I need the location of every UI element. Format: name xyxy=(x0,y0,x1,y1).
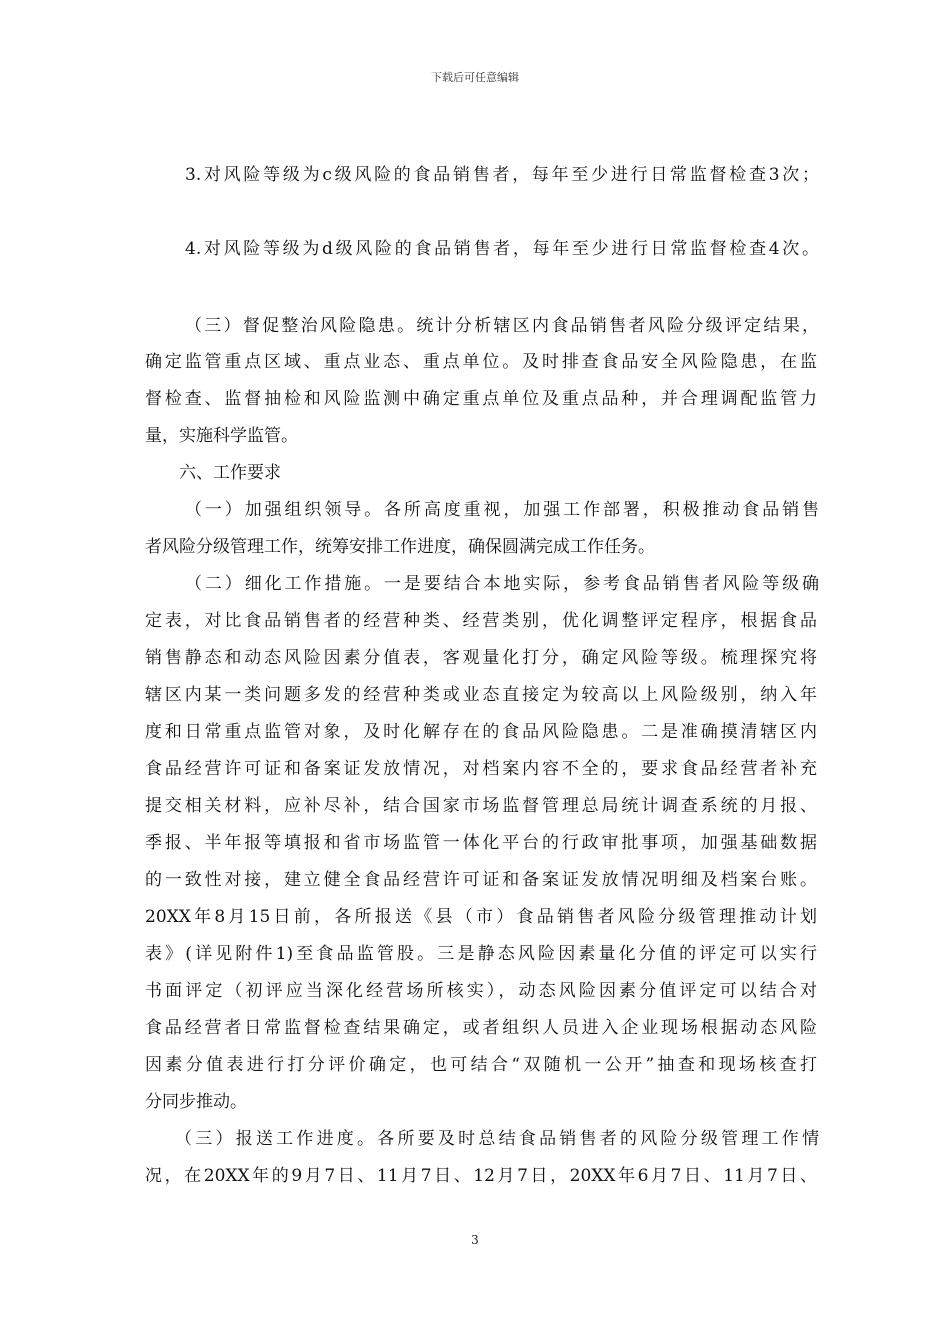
paragraph-line: 20XX年8月15日前，各所报送《县（市）食品销售者风险分级管理推动计划 xyxy=(145,907,817,927)
paragraph-line: 量，实施科学监管。 xyxy=(145,426,298,446)
section-heading: 六、工作要求 xyxy=(179,463,281,483)
paragraph-line: 食品经营许可证和备案证发放情况，对档案内容不全的，要求食品经营者补充 xyxy=(145,759,817,779)
page-number: 3 xyxy=(471,1233,479,1247)
paragraph-line: （三）督促整治风险隐患。统计分析辖区内食品销售者风险分级评定结果， xyxy=(185,316,819,336)
paragraph-line: 书面评定（初评应当深化经营场所核实），动态风险因素分值评定可以结合对 xyxy=(145,981,817,1001)
paragraph-line: 辖区内某一类问题多发的经营种类或业态直接定为较高以上风险级别，纳入年 xyxy=(145,685,817,705)
paragraph-line: 确定监管重点区域、重点业态、重点单位。及时排查食品安全风险隐患，在监 xyxy=(145,352,817,372)
list-item-3: 3.对风险等级为c级风险的食品销售者，每年至少进行日常监督检查3次； xyxy=(185,165,819,185)
paragraph-line: （二）细化工作措施。一是要结合本地实际，参考食品销售者风险等级确 xyxy=(185,574,819,594)
paragraph-line: 食品经营者日常监督检查结果确定，或者组织人员进入企业现场根据动态风险 xyxy=(145,1018,817,1038)
paragraph-line: （三）报送工作进度。各所要及时总结食品销售者的风险分级管理工作情 xyxy=(175,1129,819,1149)
paragraph-line: 况，在20XX年的9月7日、11月7日、12月7日，20XX年6月7日、11月7日、 xyxy=(145,1166,817,1186)
paragraph-line: 表》(详见附件1)至食品监管股。三是静态风险因素量化分值的评定可以实行 xyxy=(145,944,817,964)
paragraph-line: 督检查、监督抽检和风险监测中确定重点单位及重点品种，并合理调配监管力 xyxy=(145,389,817,409)
paragraph-line: 季报、半年报等填报和省市场监管一体化平台的行政审批事项，加强基础数据 xyxy=(145,833,817,853)
paragraph-line: 者风险分级管理工作，统筹安排工作进度，确保圆满完成工作任务。 xyxy=(145,537,655,557)
paragraph-line: 的一致性对接，建立健全食品经营许可证和备案证发放情况明细及档案台账。 xyxy=(145,870,817,890)
page-header: 下载后可任意编辑 xyxy=(431,71,519,84)
list-item-4: 4.对风险等级为d级风险的食品销售者，每年至少进行日常监督检查4次。 xyxy=(185,239,819,259)
paragraph-line: 定表，对比食品销售者的经营种类、经营类别，优化调整评定程序，根据食品 xyxy=(145,611,817,631)
paragraph-line: 分同步推动。 xyxy=(145,1092,247,1112)
paragraph-line: 销售静态和动态风险因素分值表，客观量化打分，确定风险等级。梳理探究将 xyxy=(145,648,817,668)
paragraph-line: （一）加强组织领导。各所高度重视，加强工作部署，积极推动食品销售 xyxy=(185,500,819,520)
paragraph-line: 提交相关材料，应补尽补，结合国家市场监督管理总局统计调查系统的月报、 xyxy=(145,796,817,816)
paragraph-line: 度和日常重点监管对象，及时化解存在的食品风险隐患。二是准确摸清辖区内 xyxy=(145,722,817,742)
paragraph-line: 因素分值表进行打分评价确定，也可结合“双随机一公开”抽查和现场核查打 xyxy=(145,1055,817,1075)
